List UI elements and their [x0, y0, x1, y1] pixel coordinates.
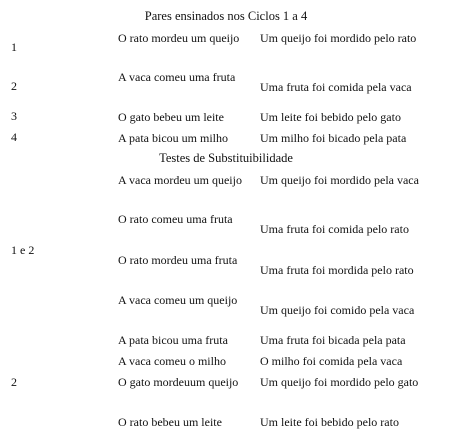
passive-sentence: Uma fruta foi bicada pela pata — [260, 333, 406, 347]
table-row — [0, 332, 452, 350]
table-row — [0, 130, 452, 148]
active-sentence: O rato mordeu uma fruta — [118, 253, 238, 267]
passive-sentence: Um queijo foi mordido pelo gato — [260, 375, 419, 389]
table-row — [0, 172, 452, 208]
section-heading-taught-pairs: Pares ensinados nos Ciclos 1 a 4 — [144, 9, 308, 23]
active-sentence: O rato bebeu um leite — [118, 415, 222, 429]
section-heading-substitutability-tests: Testes de Substituibilidade — [159, 151, 293, 165]
table-row — [0, 211, 452, 247]
active-sentence: O gato mordeuum queijo — [118, 375, 239, 389]
cycle-group-label: 2 — [11, 375, 17, 389]
active-sentence: A vaca comeu o milho — [118, 354, 226, 368]
active-sentence: A vaca comeu uma fruta — [118, 70, 236, 84]
active-sentence: A vaca comeu um queijo — [118, 293, 238, 307]
table-row — [0, 109, 452, 127]
active-sentence: O rato mordeu um queijo — [118, 31, 240, 45]
active-sentence: O rato comeu uma fruta — [118, 212, 233, 226]
passive-sentence: Uma fruta foi mordida pelo rato — [260, 263, 414, 277]
cycle-label: 1 — [11, 40, 17, 54]
cycle-label: 4 — [11, 130, 17, 144]
passive-sentence: Um queijo foi mordido pela vaca — [260, 173, 419, 187]
table-row — [0, 374, 452, 410]
passive-sentence: Um leite foi bebido pelo rato — [260, 415, 399, 429]
table-row — [0, 69, 452, 105]
passive-sentence: O milho foi comida pela vaca — [260, 354, 403, 368]
active-sentence: A pata bicou uma fruta — [118, 333, 228, 347]
table-row — [0, 414, 452, 432]
table-row — [0, 353, 452, 371]
table-row — [0, 252, 452, 288]
active-sentence: O gato bebeu um leite — [118, 110, 224, 124]
cycle-label: 2 — [11, 79, 17, 93]
passive-sentence: Uma fruta foi comida pelo rato — [260, 222, 409, 236]
passive-sentence: Um queijo foi mordido pelo rato — [260, 31, 417, 45]
passive-sentence: Um queijo foi comido pela vaca — [260, 303, 415, 317]
passive-sentence: Um leite foi bebido pelo gato — [260, 110, 401, 124]
table-row — [0, 30, 452, 66]
passive-sentence: Uma fruta foi comida pela vaca — [260, 80, 412, 94]
cycle-group-label: 1 e 2 — [11, 243, 35, 257]
cycle-label: 3 — [11, 109, 17, 123]
active-sentence: A pata bicou um milho — [118, 131, 228, 145]
active-sentence: A vaca mordeu um queijo — [118, 173, 242, 187]
passive-sentence: Um milho foi bicado pela pata — [260, 131, 407, 145]
table-row — [0, 292, 452, 328]
